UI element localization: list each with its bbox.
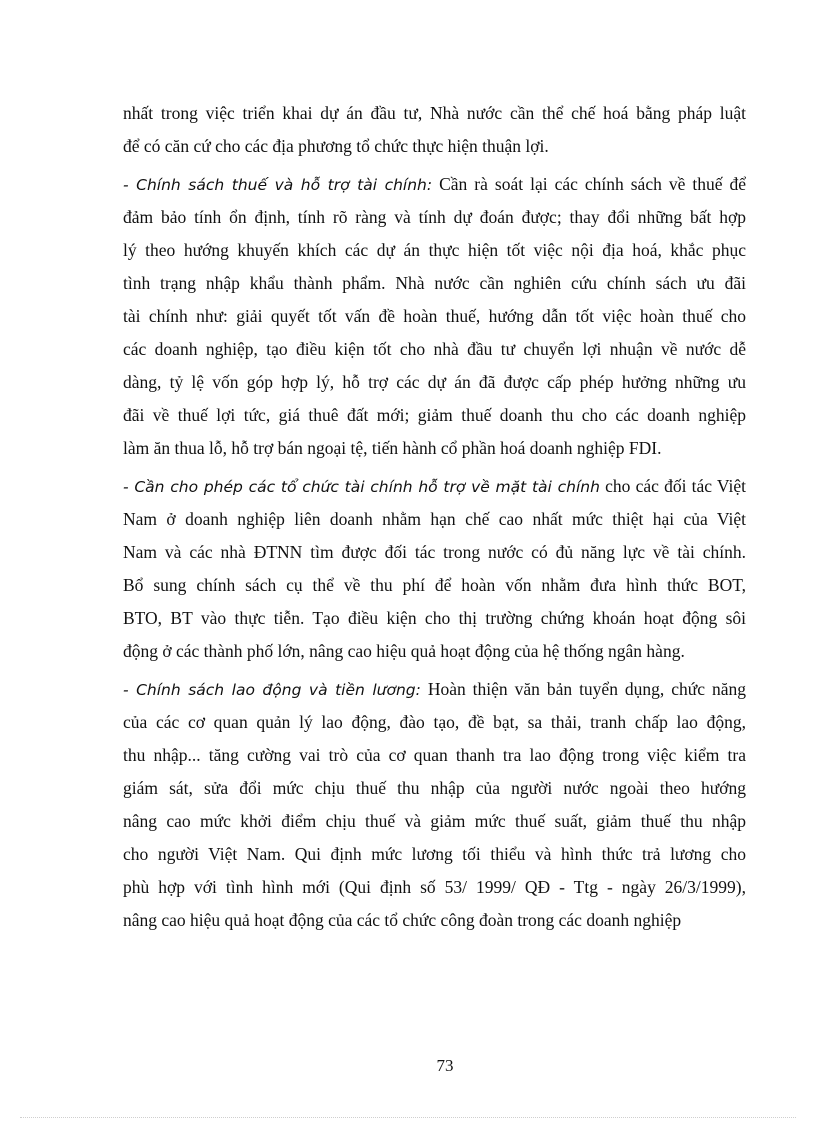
text-line: làm ăn thua lỗ, hỗ trợ bán ngoại tệ, tiến hành cổ phần hoá doanh nghiệp FDI. — [123, 438, 662, 458]
text-line: phù hợp với tình hình mới (Qui định số 53/ 1999/ QĐ - Ttg - ngày 26/3/1999), — [123, 877, 746, 897]
paragraph — [123, 168, 746, 465]
text-line: Nam ở doanh nghiệp liên doanh nhằm hạn chế cao nhất mức thiệt hại của Việt — [123, 509, 746, 529]
text-line: Nam và các nhà ĐTNN tìm được đối tác trong nước có đủ năng lực về tài chính. — [123, 542, 746, 562]
text-line: nâng cao mức khởi điểm chịu thuế và giảm mức thuế suất, giảm thuế thu nhập — [123, 811, 746, 831]
text-run: Hoàn thiện văn bản tuyển dụng, chức năng — [420, 679, 746, 699]
text-line — [123, 470, 746, 503]
italic-heading: - Chính sách lao động và tiền lương: — [123, 681, 421, 699]
text-line: nâng cao hiệu quả hoạt động của các tổ chức công đoàn trong các doanh nghiệp — [123, 910, 682, 930]
text-line: lý theo hướng khuyến khích các dự án thực hiện tốt việc nội địa hoá, khắc phục — [123, 240, 746, 260]
page-bottom-divider — [20, 1117, 796, 1118]
page-number: 73 — [436, 1056, 454, 1075]
text-line: của các cơ quan quản lý lao động, đào tạo, đề bạt, sa thải, tranh chấp lao động, — [123, 712, 746, 732]
page-content — [123, 97, 746, 937]
paragraph — [123, 97, 746, 163]
text-line — [123, 168, 746, 201]
text-line: động ở các thành phố lớn, nâng cao hiệu quả hoạt động của hệ thống ngân hàng. — [123, 641, 685, 661]
text-line: thu nhập... tăng cường vai trò của cơ quan thanh tra lao động trong việc kiểm tra — [123, 745, 746, 765]
text-line: cho người Việt Nam. Qui định mức lương tối thiểu và hình thức trả lương cho — [123, 844, 746, 864]
text-run: Cần rà soát lại các chính sách về thuế để — [432, 174, 747, 194]
text-line — [123, 673, 746, 706]
text-line: tình trạng nhập khẩu thành phẩm. Nhà nước cần nghiên cứu chính sách ưu đãi — [123, 273, 746, 293]
paragraph — [123, 470, 746, 668]
text-line: dàng, tỷ lệ vốn góp hợp lý, hỗ trợ các dự án đã được cấp phép hưởng những ưu — [123, 372, 746, 392]
italic-heading: - Chính sách thuế và hỗ trợ tài chính: — [123, 176, 433, 194]
text-line: nhất trong việc triển khai dự án đầu tư, Nhà nước cần thể chế hoá bằng pháp luật — [123, 103, 746, 123]
text-line: tài chính như: giải quyết tốt vấn đề hoàn thuế, hướng dẫn tốt việc hoàn thuế cho — [123, 306, 746, 326]
text-line: đảm bảo tính ổn định, tính rõ ràng và tính dự đoán được; thay đổi những bất hợp — [123, 207, 746, 227]
text-line: để có căn cứ cho các địa phương tổ chức thực hiện thuận lợi. — [123, 136, 549, 156]
text-line: giám sát, sửa đổi mức chịu thuế thu nhập của người nước ngoài theo hướng — [123, 778, 746, 798]
text-line: BTO, BT vào thực tiễn. Tạo điều kiện cho thị trường chứng khoán hoạt động sôi — [123, 608, 746, 628]
text-line: các doanh nghiệp, tạo điều kiện tốt cho nhà đầu tư chuyển lợi nhuận về nước dễ — [123, 339, 746, 359]
paragraph — [123, 673, 746, 937]
text-line: đãi về thuế lợi tức, giá thuê đất mới; giảm thuế doanh thu cho các doanh nghiệp — [123, 405, 746, 425]
italic-heading: - Cần cho phép các tổ chức tài chính hỗ trợ về mặt tài chính — [123, 478, 600, 496]
text-line: Bổ sung chính sách cụ thể về thu phí để hoàn vốn nhằm đưa hình thức BOT, — [123, 575, 746, 595]
text-run: cho các đối tác Việt — [599, 476, 746, 496]
